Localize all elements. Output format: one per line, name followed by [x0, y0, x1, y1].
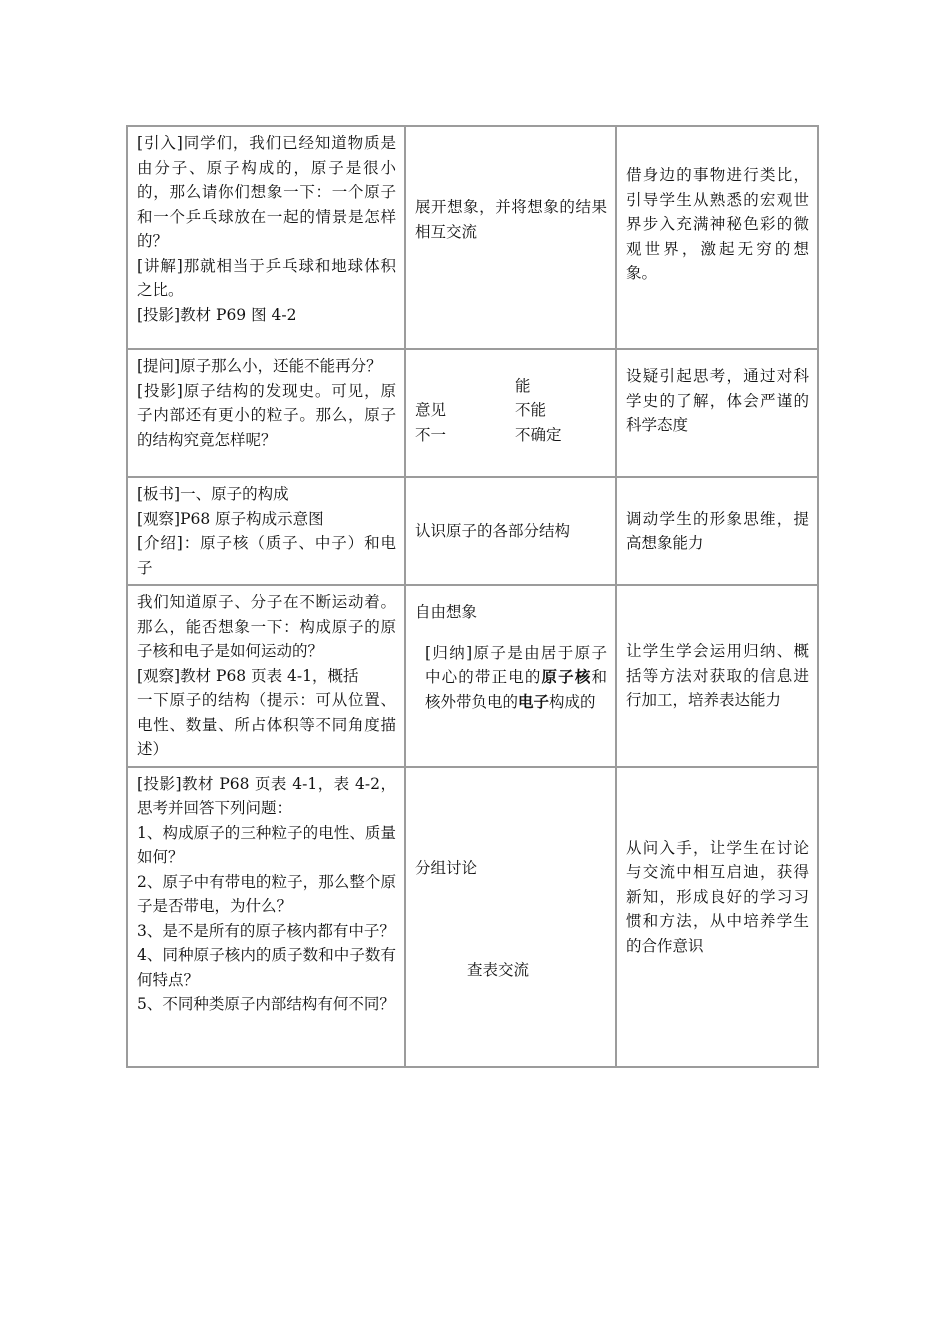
teacher-line: [投影]原子结构的发现史。可见，原子内部还有更小的粒子。那么，原子的结构究竟怎样呢？: [137, 381, 396, 449]
lesson-plan-table: [126, 125, 819, 1068]
design-intent-text: 从问入手，让学生在讨论与交流中相互启迪，获得新知，形成良好的学习习惯和方法，从中培养学生的合作意识: [626, 838, 809, 955]
teacher-line: [讲解]那就相当于乒乓球和地球体积之比。: [137, 256, 396, 299]
opinion-option: 不能: [515, 401, 547, 419]
student-activity-text: 展开想象，并将想象的结果相互交流: [415, 198, 607, 241]
student-activity-text: 查表交流: [467, 961, 530, 979]
student-activity-text: 分组讨论: [415, 858, 478, 877]
teacher-line: [引入]同学们，我们已经知道物质是由分子、原子构成的，原子是很小的，那么请你们想象一下：一个原子和一个乒乓球放在一起的情景是怎样的？: [137, 134, 396, 250]
table-row: [127, 349, 818, 477]
teacher-line: 3、是不是所有的原子核内都有中子？: [137, 921, 395, 940]
student-activity-cell: [405, 767, 616, 1067]
teacher-line: [投影]教材 P68 页表 4-1，表 4-2，思考并回答下列问题：: [137, 774, 396, 817]
opinion-option: 不确定: [515, 426, 562, 444]
teacher-line: [介绍]：原子核（质子、中子）和电子: [137, 534, 396, 577]
student-opinion-group: [415, 354, 607, 454]
teacher-line: 5、不同种类原子内部结构有何不同？: [137, 995, 395, 1013]
summary-text: [415, 641, 607, 715]
table-row: [127, 585, 818, 767]
design-intent-text: 设疑引起思考，通过对科学史的了解，体会严谨的科学态度: [626, 367, 809, 434]
student-activity-text: 认识原子的各部分结构: [415, 521, 571, 540]
table-row: [127, 477, 818, 585]
design-intent-cell: [616, 585, 818, 767]
table-row: [127, 126, 818, 349]
teacher-activity-cell: [127, 477, 405, 585]
teacher-activity-cell: [127, 349, 405, 477]
student-activity-cell: [405, 349, 616, 477]
teacher-line: 一下原子的结构（提示：可从位置、电性、数量、所占体积等不同角度描述）: [137, 691, 396, 758]
design-intent-text: 让学生学会运用归纳、概括等方法对获取的信息进行加工，培养表达能力: [626, 642, 809, 709]
design-intent-cell: [616, 126, 818, 349]
summary-keyword: 原子核: [541, 667, 592, 686]
design-intent-text: 借身边的事物进行类比，引导学生从熟悉的宏观世界步入充满神秘色彩的微观世界，激起无穷的想象。: [626, 166, 809, 283]
design-intent-cell: [616, 477, 818, 585]
teacher-line: [观察]P68 原子构成示意图: [137, 509, 324, 528]
summary-suffix: 构成的: [549, 692, 596, 711]
teacher-activity-cell: [127, 767, 405, 1067]
teacher-line: 我们知道原子、分子在不断运动着。那么，能否想象一下：构成原子的原子核和电子是如何运动的？: [137, 593, 396, 660]
summary-prefix: [归纳]原子是由居于原子中心的带正电的: [425, 643, 607, 686]
teacher-line: [投影]教材 P69 图 4-2: [137, 305, 297, 324]
student-activity-cell: [405, 585, 616, 767]
opinion-option: 能: [515, 377, 531, 395]
teacher-line: 2、原子中有带电的粒子，那么整个原子是否带电，为什么？: [137, 872, 396, 915]
student-activity-cell: [405, 126, 616, 349]
design-intent-text: 调动学生的形象思维，提高想象能力: [626, 509, 809, 552]
teacher-activity-cell: [127, 126, 405, 349]
teacher-line: 4、同种原子核内的质子数和中子数有何特点？: [137, 946, 396, 989]
student-activity-text: 自由想象: [415, 603, 478, 621]
teacher-activity-cell: [127, 585, 405, 767]
teacher-line: [观察]教材 P68 页表 4-1，概括: [137, 666, 359, 685]
opinion-label: 意见: [415, 401, 447, 419]
summary-middle: 和核外带负电的: [425, 668, 607, 711]
table-row: [127, 767, 818, 1067]
design-intent-cell: [616, 767, 818, 1067]
summary-keyword: 电子: [518, 691, 550, 711]
teacher-line: [板书]一、原子的构成: [137, 485, 289, 503]
teacher-line: 1、构成原子的三种粒子的电性、质量如何？: [137, 823, 396, 866]
opinion-label: 不一: [415, 426, 447, 444]
teacher-line: [提问]原子那么小，还能不能再分？: [137, 357, 382, 375]
student-activity-cell: [405, 477, 616, 585]
design-intent-cell: [616, 349, 818, 477]
